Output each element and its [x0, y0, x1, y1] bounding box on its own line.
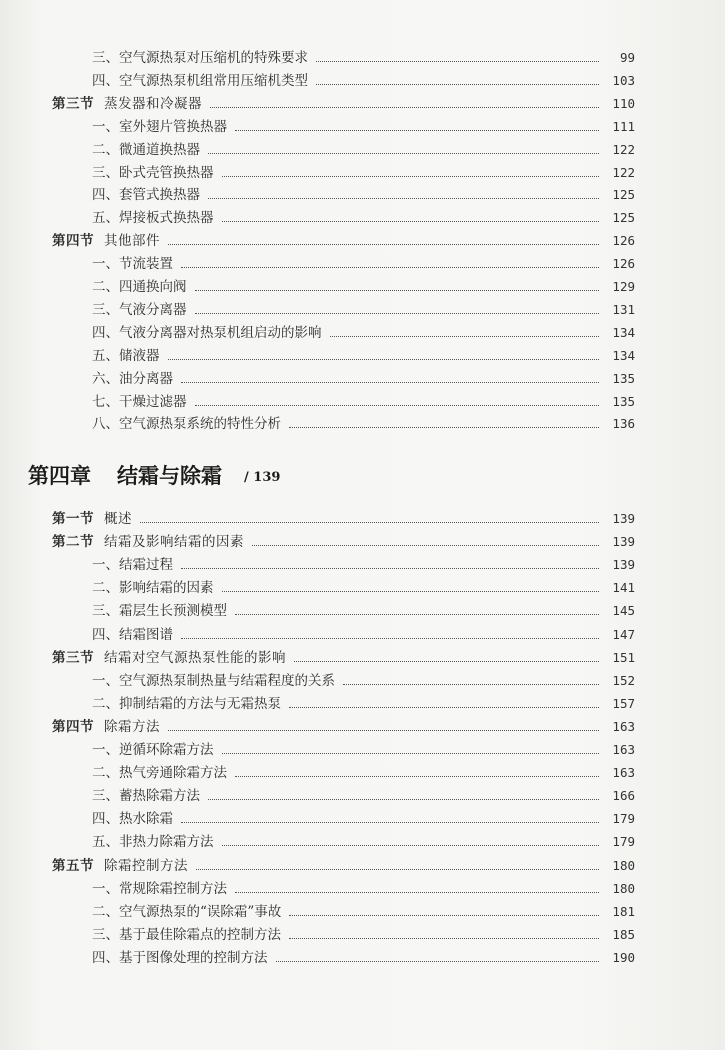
- toc-entry-text: 三、气液分离器: [92, 301, 187, 318]
- toc-entry-text: 四、空气源热泵机组常用压缩机类型: [92, 72, 308, 89]
- dot-leader: [181, 567, 599, 569]
- toc-entry-text: 二、热气旁通除霜方法: [92, 765, 227, 782]
- toc-item-row: [92, 602, 635, 620]
- toc-item-row: [92, 49, 635, 67]
- toc-page-number: 134: [612, 347, 635, 363]
- toc-entry-text: 二、微通道换热器: [92, 141, 200, 158]
- dot-leader: [222, 844, 600, 846]
- toc-page-number: 139: [612, 534, 635, 550]
- section-number: 第二节: [52, 534, 94, 551]
- toc-entry-label: [92, 764, 227, 782]
- toc-entry-label: [92, 324, 322, 342]
- toc-item-row: [92, 949, 635, 967]
- toc-entry-label: [92, 164, 214, 182]
- toc-entry-label: [92, 347, 160, 365]
- toc-item-row: [92, 741, 635, 759]
- toc-page-number: 126: [612, 256, 635, 272]
- toc-entry-text: 八、空气源热泵系统的特性分析: [92, 416, 281, 433]
- dot-leader: [208, 197, 599, 199]
- toc-section-row: [52, 649, 635, 667]
- toc-page-number: 157: [612, 695, 635, 711]
- dot-leader: [316, 60, 599, 62]
- toc-entry-text: 四、热水除霜: [92, 811, 173, 828]
- dot-leader: [235, 891, 599, 893]
- toc-item-row: [92, 186, 635, 204]
- toc-page-number: 99: [619, 50, 635, 65]
- toc-entry-label: [52, 649, 286, 667]
- toc-entry-text: 五、非热力除霜方法: [92, 834, 214, 851]
- toc-page-number: 163: [612, 742, 635, 757]
- toc-page-number: 131: [612, 301, 635, 317]
- toc-entry-label: [92, 672, 335, 690]
- toc-entry-text: 七、干燥过滤器: [92, 393, 187, 410]
- toc-entry-label: [92, 949, 268, 967]
- toc-page-number: 122: [612, 164, 635, 180]
- dot-leader: [195, 404, 600, 406]
- dot-leader: [181, 381, 599, 383]
- toc-item-row: [92, 833, 635, 851]
- toc-entry-text: 一、常规除霜控制方法: [92, 880, 227, 897]
- toc-page-number: 134: [612, 324, 635, 340]
- dot-leader: [208, 152, 599, 154]
- dot-leader: [222, 220, 600, 222]
- toc-page-number: 163: [612, 718, 635, 734]
- toc-item-row: [92, 695, 635, 713]
- toc-page-number: 126: [612, 233, 635, 249]
- toc-entry-text: 二、影响结霜的因素: [92, 580, 214, 597]
- toc-entry-label: [52, 232, 160, 250]
- toc-page-number: 163: [612, 765, 635, 781]
- toc-entry-label: [92, 741, 214, 759]
- toc-section-row: [52, 718, 635, 736]
- toc-page-number: 135: [612, 393, 635, 409]
- toc-entry-text: 六、油分离器: [92, 370, 173, 387]
- toc-entry-label: [92, 787, 200, 805]
- toc-page-number: 139: [612, 557, 635, 573]
- toc-entry-label: [52, 857, 188, 875]
- toc-section-row: [52, 95, 635, 113]
- dot-leader: [343, 683, 599, 685]
- toc-entry-label: [92, 579, 214, 597]
- toc-item-row: [92, 880, 635, 898]
- toc-page-number: 125: [612, 187, 635, 203]
- toc-entry-text: 五、焊接板式换热器: [92, 210, 214, 227]
- toc-entry-text: 结霜及影响结霜的因素: [104, 534, 244, 551]
- toc-entry-text: 二、四通换向阀: [92, 279, 187, 295]
- toc-item-row: [92, 164, 635, 182]
- section-number: 第一节: [52, 511, 94, 527]
- toc-entry-label: [92, 556, 173, 574]
- section-number: 第四节: [52, 233, 94, 250]
- chapter-title: 结霜与除霜: [117, 464, 222, 488]
- toc-item-row: [92, 926, 635, 944]
- toc-item-row: [92, 255, 635, 273]
- toc-page-number: 103: [612, 72, 635, 88]
- dot-leader: [140, 521, 599, 523]
- toc-item-row: [92, 810, 635, 828]
- dot-leader: [235, 613, 599, 615]
- toc-item-row: [92, 787, 635, 805]
- toc-entry-text: 一、空气源热泵制热量与结霜程度的关系: [92, 672, 335, 689]
- toc-entry-label: [52, 533, 244, 551]
- toc-entry-label: [92, 695, 281, 713]
- chapter-page: / 139: [244, 470, 281, 485]
- toc-section-row: [52, 510, 635, 528]
- dot-leader: [289, 914, 599, 916]
- toc-entry-label: [92, 903, 281, 921]
- toc-entry-label: [92, 255, 173, 273]
- dot-leader: [195, 312, 600, 314]
- toc-item-row: [92, 764, 635, 782]
- toc-page-number: 180: [612, 857, 635, 873]
- toc-item-row: [92, 370, 635, 388]
- toc-entry-label: [92, 209, 214, 227]
- toc-page-number: 190: [612, 949, 635, 965]
- toc-entry-text: 二、抑制结霜的方法与无霜热泵: [92, 695, 281, 712]
- toc-page-number: 151: [612, 649, 635, 665]
- toc-entry-text: 四、基于图像处理的控制方法: [92, 949, 268, 966]
- toc-item-row: [92, 324, 635, 342]
- toc-entry-text: 概述: [104, 511, 132, 527]
- toc-entry-text: 除霜控制方法: [104, 857, 188, 874]
- toc-entry-label: [52, 510, 132, 528]
- toc-entry-label: [92, 393, 187, 411]
- toc-entry-label: [92, 880, 227, 898]
- toc-entry-label: [92, 301, 187, 319]
- dot-leader: [289, 426, 599, 428]
- toc-page-number: 152: [612, 672, 635, 688]
- toc-page-number: 185: [612, 926, 635, 942]
- toc-entry-label: [92, 72, 308, 90]
- toc-entry-label: [92, 833, 214, 851]
- dot-leader: [222, 590, 600, 592]
- toc-entry-text: 一、室外翅片管换热器: [92, 118, 227, 135]
- toc-entry-label: [92, 278, 187, 296]
- toc-page-number: 166: [612, 788, 635, 804]
- toc-entry-label: [92, 49, 308, 67]
- toc-item-row: [92, 209, 635, 227]
- chapter-number: 第四章: [28, 464, 91, 488]
- toc-entry-text: 四、套管式换热器: [92, 187, 200, 204]
- dot-leader: [289, 937, 599, 939]
- toc-page-number: 125: [612, 210, 635, 226]
- dot-leader: [168, 729, 599, 731]
- dot-leader: [168, 243, 599, 245]
- toc-item-row: [92, 415, 635, 433]
- toc-page-number: 179: [612, 811, 635, 827]
- toc-item-row: [92, 278, 635, 296]
- toc-page-number: 141: [612, 580, 635, 596]
- toc-page-number: 135: [612, 370, 635, 386]
- toc-entry-text: 三、蓄热除霜方法: [92, 788, 200, 805]
- toc-entry-text: 除霜方法: [104, 718, 160, 735]
- toc-entry-text: 三、基于最佳除霜点的控制方法: [92, 926, 281, 943]
- toc-page-number: 179: [612, 834, 635, 850]
- dot-leader: [252, 544, 599, 546]
- dot-leader: [235, 775, 599, 777]
- dot-leader: [235, 129, 599, 131]
- toc-entry-text: 四、结霜图谱: [92, 626, 173, 643]
- toc-entry-text: 一、结霜过程: [92, 557, 173, 574]
- toc-page-number: 111: [612, 118, 635, 134]
- section-number: 第三节: [52, 649, 94, 666]
- toc-page-number: 110: [612, 95, 635, 111]
- toc-entry-text: 蒸发器和冷凝器: [104, 95, 202, 112]
- toc-section-row: [52, 533, 635, 551]
- toc-item-row: [92, 556, 635, 574]
- toc-item-row: [92, 626, 635, 644]
- toc-entry-label: [52, 718, 160, 736]
- dot-leader: [168, 358, 600, 360]
- toc-item-row: [92, 393, 635, 411]
- dot-leader: [208, 798, 599, 800]
- toc-item-row: [92, 672, 635, 690]
- toc-entry-label: [92, 602, 227, 620]
- toc-entry-label: [92, 118, 227, 136]
- toc-entry-text: 五、储液器: [92, 347, 160, 364]
- section-number: 第五节: [52, 857, 94, 874]
- toc-page-number: 129: [612, 279, 635, 294]
- dot-leader: [222, 175, 600, 177]
- toc-page-number: 181: [612, 903, 635, 919]
- toc-page-number: 122: [612, 141, 635, 157]
- toc-page-number: 147: [612, 626, 635, 642]
- toc-entry-text: 三、霜层生长预测模型: [92, 603, 227, 620]
- toc-entry-text: 结霜对空气源热泵性能的影响: [104, 649, 286, 666]
- dot-leader: [222, 752, 600, 754]
- toc-entry-label: [52, 95, 202, 113]
- toc-page-number: 139: [612, 511, 635, 526]
- toc-page-number: 136: [612, 416, 635, 432]
- toc-entry-label: [92, 141, 200, 159]
- toc-entry-label: [92, 415, 281, 433]
- dot-leader: [195, 289, 600, 291]
- dot-leader: [181, 637, 599, 639]
- toc-item-row: [92, 903, 635, 921]
- dot-leader: [181, 266, 599, 268]
- toc-entry-text: 三、空气源热泵对压缩机的特殊要求: [92, 50, 308, 66]
- toc-entry-text: 一、节流装置: [92, 256, 173, 273]
- toc-item-row: [92, 347, 635, 365]
- dot-leader: [210, 106, 599, 108]
- dot-leader: [276, 960, 600, 962]
- toc-entry-text: 四、气液分离器对热泵机组启动的影响: [92, 324, 322, 341]
- toc-item-row: [92, 72, 635, 90]
- section-number: 第三节: [52, 95, 94, 112]
- dot-leader: [330, 335, 600, 337]
- section-number: 第四节: [52, 718, 94, 735]
- toc-entry-text: 一、逆循环除霜方法: [92, 742, 214, 758]
- toc-entry-label: [92, 186, 200, 204]
- toc-item-row: [92, 141, 635, 159]
- toc-entry-label: [92, 810, 173, 828]
- toc-entry-label: [92, 626, 173, 644]
- toc-entry-text: 二、空气源热泵的“误除霜”事故: [92, 903, 282, 920]
- toc-page-number: 180: [612, 880, 635, 896]
- toc-entry-text: 其他部件: [104, 233, 160, 250]
- toc-section-row: [52, 232, 635, 250]
- toc-page-number: 145: [612, 603, 635, 619]
- dot-leader: [316, 83, 599, 85]
- toc-entry-label: [92, 370, 173, 388]
- dot-leader: [181, 821, 599, 823]
- toc-item-row: [92, 118, 635, 136]
- chapter-heading: [28, 460, 280, 490]
- toc-entry-label: [92, 926, 281, 944]
- toc-item-row: [92, 579, 635, 597]
- dot-leader: [294, 660, 599, 662]
- dot-leader: [289, 706, 599, 708]
- toc-item-row: [92, 301, 635, 319]
- dot-leader: [196, 868, 599, 870]
- toc-entry-text: 三、卧式壳管换热器: [92, 164, 214, 181]
- toc-section-row: [52, 857, 635, 875]
